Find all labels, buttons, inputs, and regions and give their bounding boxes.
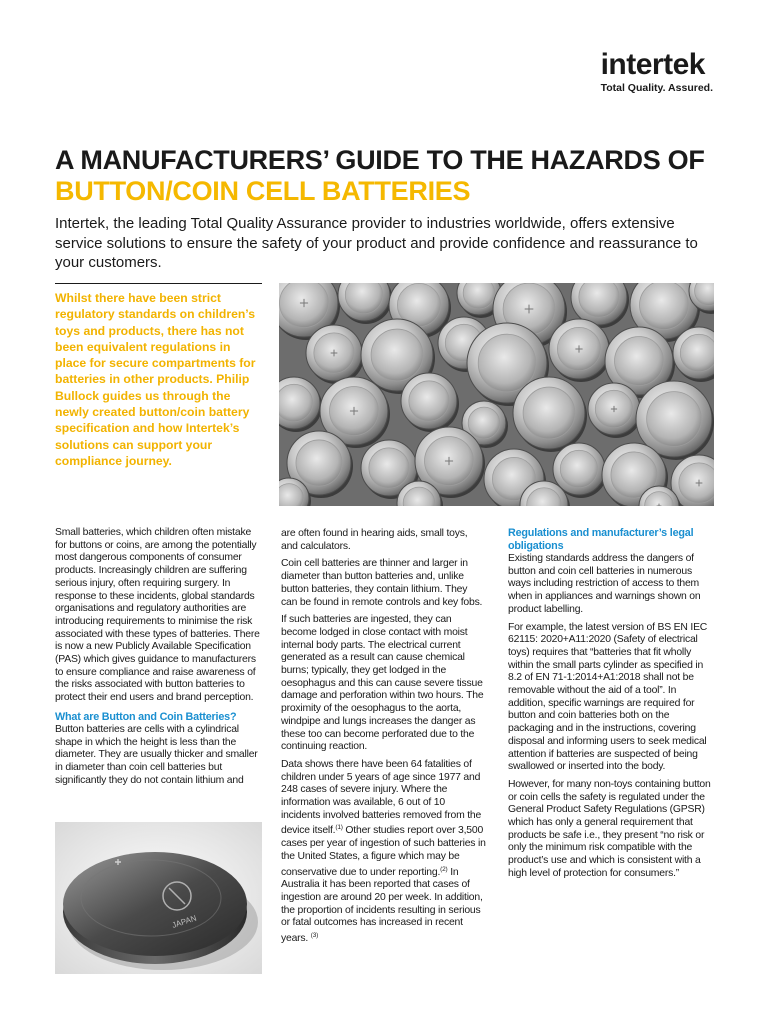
battery-face	[279, 384, 313, 421]
col1-paragraph-2: Button batteries are cells with a cylindrical shape in which the height is less than the diameter. They are usually thicker and smaller in diameter than coin cell batteries but significantly they do not contain lithium and	[55, 723, 258, 786]
batteries-pile-illustration	[279, 283, 714, 506]
title-line-1: A MANUFACTURERS’ GUIDE TO THE HAZARDS OF	[55, 145, 705, 175]
intertek-logo	[601, 50, 713, 94]
battery-face	[560, 450, 597, 487]
battery-face	[369, 448, 409, 488]
col2-paragraph-2: Coin cell batteries are thinner and larger in diameter than button batteries and, unlike button batteries, they contain lithium. They can be found in remote controls and key fobs.	[281, 558, 483, 608]
col2-p4-part-b: Other studies report over 3,500 cases per year of ingestion of such batteries in the United States, a figure which may be conservative due to under reporting.	[281, 825, 486, 878]
col3-heading: Regulations and manufacturer’s legal obligations	[508, 527, 694, 552]
article-column-1	[55, 527, 260, 792]
col2-paragraph-1: are often found in hearing aids, small toys, and calculators.	[281, 528, 468, 552]
footnote-ref-3: (3)	[310, 932, 319, 940]
col2-paragraph-4	[281, 759, 486, 946]
battery-face	[371, 329, 423, 381]
col2-p4-part-a: Data shows there have been 64 fatalities of children under 5 years of age since 1977 and 248 cases of severe injury. Where the information was available, 6 out of 10 incidents involved batteries removed from the device itself.	[281, 758, 482, 837]
article-column-2	[281, 528, 486, 951]
battery-face	[409, 381, 449, 421]
logo-wordmark: intertek	[600, 48, 705, 81]
footnote-ref-1: (1)	[335, 824, 343, 832]
article-column-3	[508, 527, 713, 886]
pull-quote: Whilst there have been strict regulatory standards on children’s toys and products, there has not been equivalent regulations in place for secure compartments for batteries in other products. Philip Bullock guides us through the newly created button/coin battery specification and how Intertek’s solutions can support your compliance journey.	[55, 283, 262, 469]
battery-face	[640, 283, 689, 329]
battery-face	[468, 407, 500, 439]
intro-paragraph: Intertek, the leading Total Quality Assurance provider to industries worldwide, offers extensive service solutions to ensure the safety of your product and provide confidence and reassurance to your customers.	[55, 215, 698, 271]
battery-face	[647, 392, 702, 447]
col3-paragraph-2: For example, the latest version of BS EN IEC 62115: 2020+A11:2020 (Safety of electrical toys) requires that “batteries that fit wholly within the small parts cylinder as specified in 8.2 of EN 71-1:2014+A1:2018 shall not be removable without the aid of a tool”. In addition, specific warnings are required for button and coin batteries both on the packaging and in the instructions, covering disposal and informing users to seek medical attention if batteries are suspected of being swallowed or inserted into the body.	[508, 621, 708, 773]
title-line-2: BUTTON/COIN CELL BATTERIES	[55, 176, 471, 206]
battery-face	[615, 337, 664, 386]
battery-face	[523, 387, 575, 439]
col3-paragraph-3: However, for many non-toys containing button or coin cells the safety is regulated under the General Product Safety Regulations (GPSR) which has only a general requirement that products be safe i.e., they present “no risk or only the minimum risk compatible with the product’s use and which is consistent with a high level of protection for consumers.”	[508, 778, 711, 879]
coin-battery-illustration	[55, 822, 262, 974]
single-coin-battery-image	[55, 822, 262, 974]
page-title	[55, 145, 735, 207]
col3-paragraph-1: Existing standards address the dangers of button and coin cell batteries in numerous ways including restriction of access to them when in appliances and warnings shown on product labelling.	[508, 553, 701, 615]
battery-face	[296, 440, 342, 486]
footnote-ref-2: (2)	[440, 865, 448, 873]
hero-batteries-image	[279, 283, 714, 506]
col2-p4-part-c: In Australia it has been reported that cases of ingestion are around 20 per week. In addition, the proportion of incidents resulting in serious or fatal outcomes has increased in recent years.	[281, 866, 483, 945]
logo-tagline: Total Quality. Assured.	[600, 82, 713, 94]
col1-paragraph-1: Small batteries, which children often mistake for buttons or coins, are among the potentially most dangerous components of consumer products. Increasingly children are suffering serious injury, often requiring surgery. In response to these incidents, global standards organisations and regulatory authorities are introducing requirements to minimise the risk associated with these types of batteries. There is now a new Publicly Available Specification (PAS) which gives guidance to manufacturers to ensure compliance and raise awareness of the risks associated with button batteries to protect their end users and brand perception.	[55, 527, 260, 704]
battery-face	[680, 334, 714, 371]
col1-heading: What are Button and Coin Batteries?	[55, 710, 237, 723]
coin-print-text: JAPAN	[170, 913, 198, 930]
col2-paragraph-3: If such batteries are ingested, they can become lodged in close contact with moist internal body parts. The electrical current generated as a result can cause chemical burns; typically, they get lodged in the oesophagus and this can cause severe tissue damage and perforation within two hours. The proximity of the oesophagus to the aorta, windpipe and lungs increases the danger as these too can become perforated due to the continuing reaction.	[281, 614, 484, 753]
battery-face	[478, 334, 536, 392]
